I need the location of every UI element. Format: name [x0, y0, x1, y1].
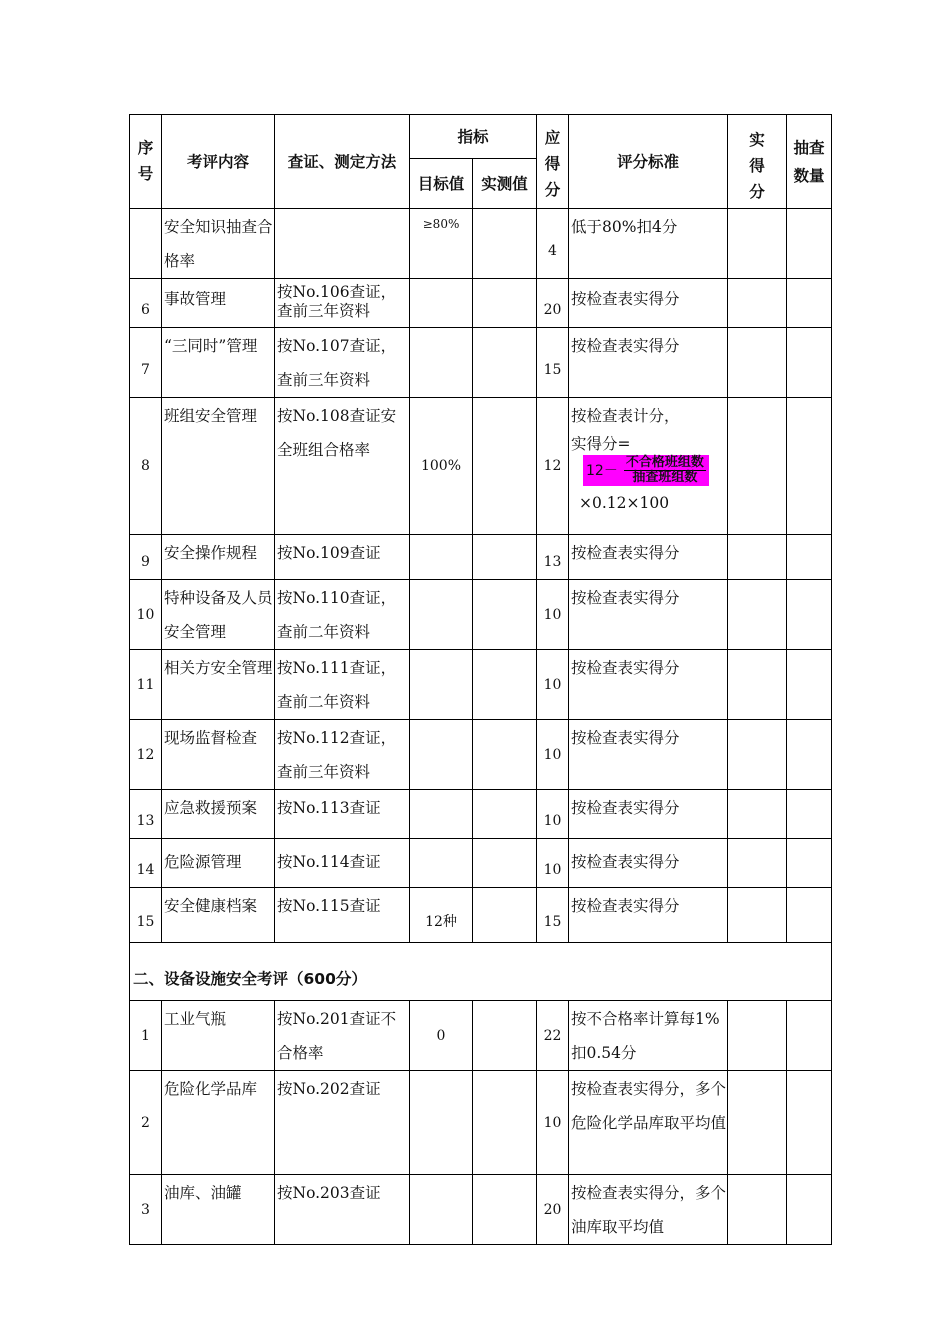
row-score: 10	[537, 580, 569, 650]
row-sample	[787, 328, 832, 398]
table-row	[130, 580, 832, 650]
row-measured	[473, 209, 537, 279]
row-target: ≥80%	[410, 209, 473, 279]
table-row	[130, 279, 832, 328]
row-sample	[787, 535, 832, 580]
row-content: 安全健康档案	[162, 888, 275, 943]
row-sample	[787, 650, 832, 720]
header-seq: 序号	[130, 115, 162, 209]
formula-denominator: 抽查班组数	[632, 470, 698, 485]
row-seq: 6	[130, 279, 162, 328]
row-criteria: 按不合格率计算每1%扣0.54分	[569, 1001, 728, 1071]
row-measured	[473, 1071, 537, 1175]
row-score: 10	[537, 790, 569, 839]
row-measured	[473, 790, 537, 839]
row-measured	[473, 328, 537, 398]
row-actual	[728, 839, 787, 888]
row-score: 10	[537, 839, 569, 888]
header-content: 考评内容	[162, 115, 275, 209]
row-target: 100%	[410, 398, 473, 535]
row-target: 12种	[410, 888, 473, 943]
row-target	[410, 535, 473, 580]
row-seq: 10	[130, 580, 162, 650]
row-content: 危险化学品库	[162, 1071, 275, 1175]
header-indicator: 指标	[410, 115, 537, 159]
row-actual	[728, 279, 787, 328]
row-method: 按No.113查证	[275, 790, 410, 839]
row-method	[275, 209, 410, 279]
row-method: 按No.203查证	[275, 1175, 410, 1245]
row-measured	[473, 535, 537, 580]
row-sample	[787, 279, 832, 328]
row-content: 班组安全管理	[162, 398, 275, 535]
table-row	[130, 1175, 832, 1245]
row-criteria: 按检查表实得分	[569, 888, 728, 943]
row-actual	[728, 209, 787, 279]
row-criteria: 按检查表实得分，多个危险化学品库取平均值	[569, 1071, 728, 1175]
row-seq: 11	[130, 650, 162, 720]
section-title: 二、设备设施安全考评（600分）	[130, 943, 832, 1001]
row-criteria: 按检查表实得分	[569, 580, 728, 650]
row-content: 应急救援预案	[162, 790, 275, 839]
row-criteria: 按检查表实得分	[569, 720, 728, 790]
row-actual	[728, 720, 787, 790]
row-sample	[787, 1001, 832, 1071]
row-actual	[728, 1071, 787, 1175]
row-actual	[728, 790, 787, 839]
criteria-line-3: ×0.12×100	[579, 494, 670, 512]
row-method: 按No.201查证不合格率	[275, 1001, 410, 1071]
row-score: 10	[537, 1071, 569, 1175]
row-target: 0	[410, 1001, 473, 1071]
header-row	[130, 115, 832, 159]
row-method: 按No.109查证	[275, 535, 410, 580]
table-row	[130, 1071, 832, 1175]
criteria-line-1: 按检查表计分，	[571, 407, 680, 425]
row-measured	[473, 1001, 537, 1071]
row-content: 相关方安全管理	[162, 650, 275, 720]
row-score: 10	[537, 720, 569, 790]
row-criteria: 按检查表实得分	[569, 535, 728, 580]
row-actual	[728, 535, 787, 580]
row-content: 油库、油罐	[162, 1175, 275, 1245]
row-sample	[787, 209, 832, 279]
row-measured	[473, 839, 537, 888]
row-score: 10	[537, 650, 569, 720]
row-method: 按No.106查证，查前三年资料	[275, 279, 410, 328]
formula	[571, 455, 727, 486]
header-actual-score: 实得分	[728, 115, 787, 209]
row-seq: 2	[130, 1071, 162, 1175]
row-criteria: 按检查表实得分，多个油库取平均值	[569, 1175, 728, 1245]
row-measured	[473, 888, 537, 943]
row-measured	[473, 1175, 537, 1245]
header-sample-count: 抽查数量	[787, 115, 832, 209]
row-method: 按No.110查证，查前二年资料	[275, 580, 410, 650]
table-row	[130, 790, 832, 839]
row-score: 20	[537, 279, 569, 328]
row-sample	[787, 398, 832, 535]
row-seq: 9	[130, 535, 162, 580]
header-criteria: 评分标准	[569, 115, 728, 209]
table-row	[130, 650, 832, 720]
row-measured	[473, 398, 537, 535]
row-target	[410, 1071, 473, 1175]
row-method: 按No.111查证，查前二年资料	[275, 650, 410, 720]
row-seq: 8	[130, 398, 162, 535]
formula-fraction	[624, 456, 706, 485]
row-seq: 15	[130, 888, 162, 943]
row-method: 按No.114查证	[275, 839, 410, 888]
header-measured: 实测值	[473, 159, 537, 209]
row-seq: 14	[130, 839, 162, 888]
table-row	[130, 535, 832, 580]
table-row	[130, 398, 832, 535]
row-sample	[787, 888, 832, 943]
row-method: 按No.115查证	[275, 888, 410, 943]
table-row	[130, 328, 832, 398]
row-method: 按No.202查证	[275, 1071, 410, 1175]
row-target	[410, 839, 473, 888]
row-seq: 12	[130, 720, 162, 790]
row-sample	[787, 580, 832, 650]
row-seq	[130, 209, 162, 279]
row-actual	[728, 328, 787, 398]
formula-lead: 12－	[586, 462, 618, 479]
criteria-line-2: 实得分=	[571, 435, 631, 453]
header-should-score: 应得分	[537, 115, 569, 209]
row-score: 20	[537, 1175, 569, 1245]
row-measured	[473, 279, 537, 328]
table-row	[130, 839, 832, 888]
assessment-table	[129, 114, 832, 1245]
row-measured	[473, 580, 537, 650]
header-target: 目标值	[410, 159, 473, 209]
row-score: 22	[537, 1001, 569, 1071]
row-content: 特种设备及人员安全管理	[162, 580, 275, 650]
header-method: 查证、测定方法	[275, 115, 410, 209]
row-actual	[728, 650, 787, 720]
row-criteria	[569, 398, 728, 535]
row-seq: 7	[130, 328, 162, 398]
formula-box	[583, 455, 709, 486]
row-criteria: 按检查表实得分	[569, 790, 728, 839]
row-seq: 3	[130, 1175, 162, 1245]
row-score: 4	[537, 209, 569, 279]
row-sample	[787, 1175, 832, 1245]
row-content: 安全操作规程	[162, 535, 275, 580]
row-actual	[728, 398, 787, 535]
table-row	[130, 720, 832, 790]
row-actual	[728, 580, 787, 650]
row-seq: 1	[130, 1001, 162, 1071]
table-row	[130, 209, 832, 279]
row-content: 危险源管理	[162, 839, 275, 888]
table-row	[130, 1001, 832, 1071]
row-content: “三同时”管理	[162, 328, 275, 398]
row-method: 按No.108查证安全班组合格率	[275, 398, 410, 535]
row-target	[410, 720, 473, 790]
row-sample	[787, 839, 832, 888]
row-score: 13	[537, 535, 569, 580]
table-row	[130, 888, 832, 943]
row-sample	[787, 720, 832, 790]
row-score: 15	[537, 888, 569, 943]
row-actual	[728, 888, 787, 943]
row-target	[410, 790, 473, 839]
row-seq: 13	[130, 790, 162, 839]
row-content: 工业气瓶	[162, 1001, 275, 1071]
row-content: 现场监督检查	[162, 720, 275, 790]
row-criteria: 低于80%扣4分	[569, 209, 728, 279]
section-row	[130, 943, 832, 1001]
row-target	[410, 279, 473, 328]
row-criteria: 按检查表实得分	[569, 650, 728, 720]
row-target	[410, 1175, 473, 1245]
row-criteria: 按检查表实得分	[569, 279, 728, 328]
row-sample	[787, 1071, 832, 1175]
row-actual	[728, 1175, 787, 1245]
row-score: 12	[537, 398, 569, 535]
row-criteria: 按检查表实得分	[569, 328, 728, 398]
row-target	[410, 580, 473, 650]
row-actual	[728, 1001, 787, 1071]
formula-numerator: 不合格班组数	[625, 455, 704, 470]
row-content: 安全知识抽查合格率	[162, 209, 275, 279]
row-score: 15	[537, 328, 569, 398]
row-sample	[787, 790, 832, 839]
row-criteria: 按检查表实得分	[569, 839, 728, 888]
row-method: 按No.107查证，查前三年资料	[275, 328, 410, 398]
row-measured	[473, 720, 537, 790]
row-content: 事故管理	[162, 279, 275, 328]
row-target	[410, 328, 473, 398]
row-method: 按No.112查证，查前三年资料	[275, 720, 410, 790]
row-measured	[473, 650, 537, 720]
row-target	[410, 650, 473, 720]
